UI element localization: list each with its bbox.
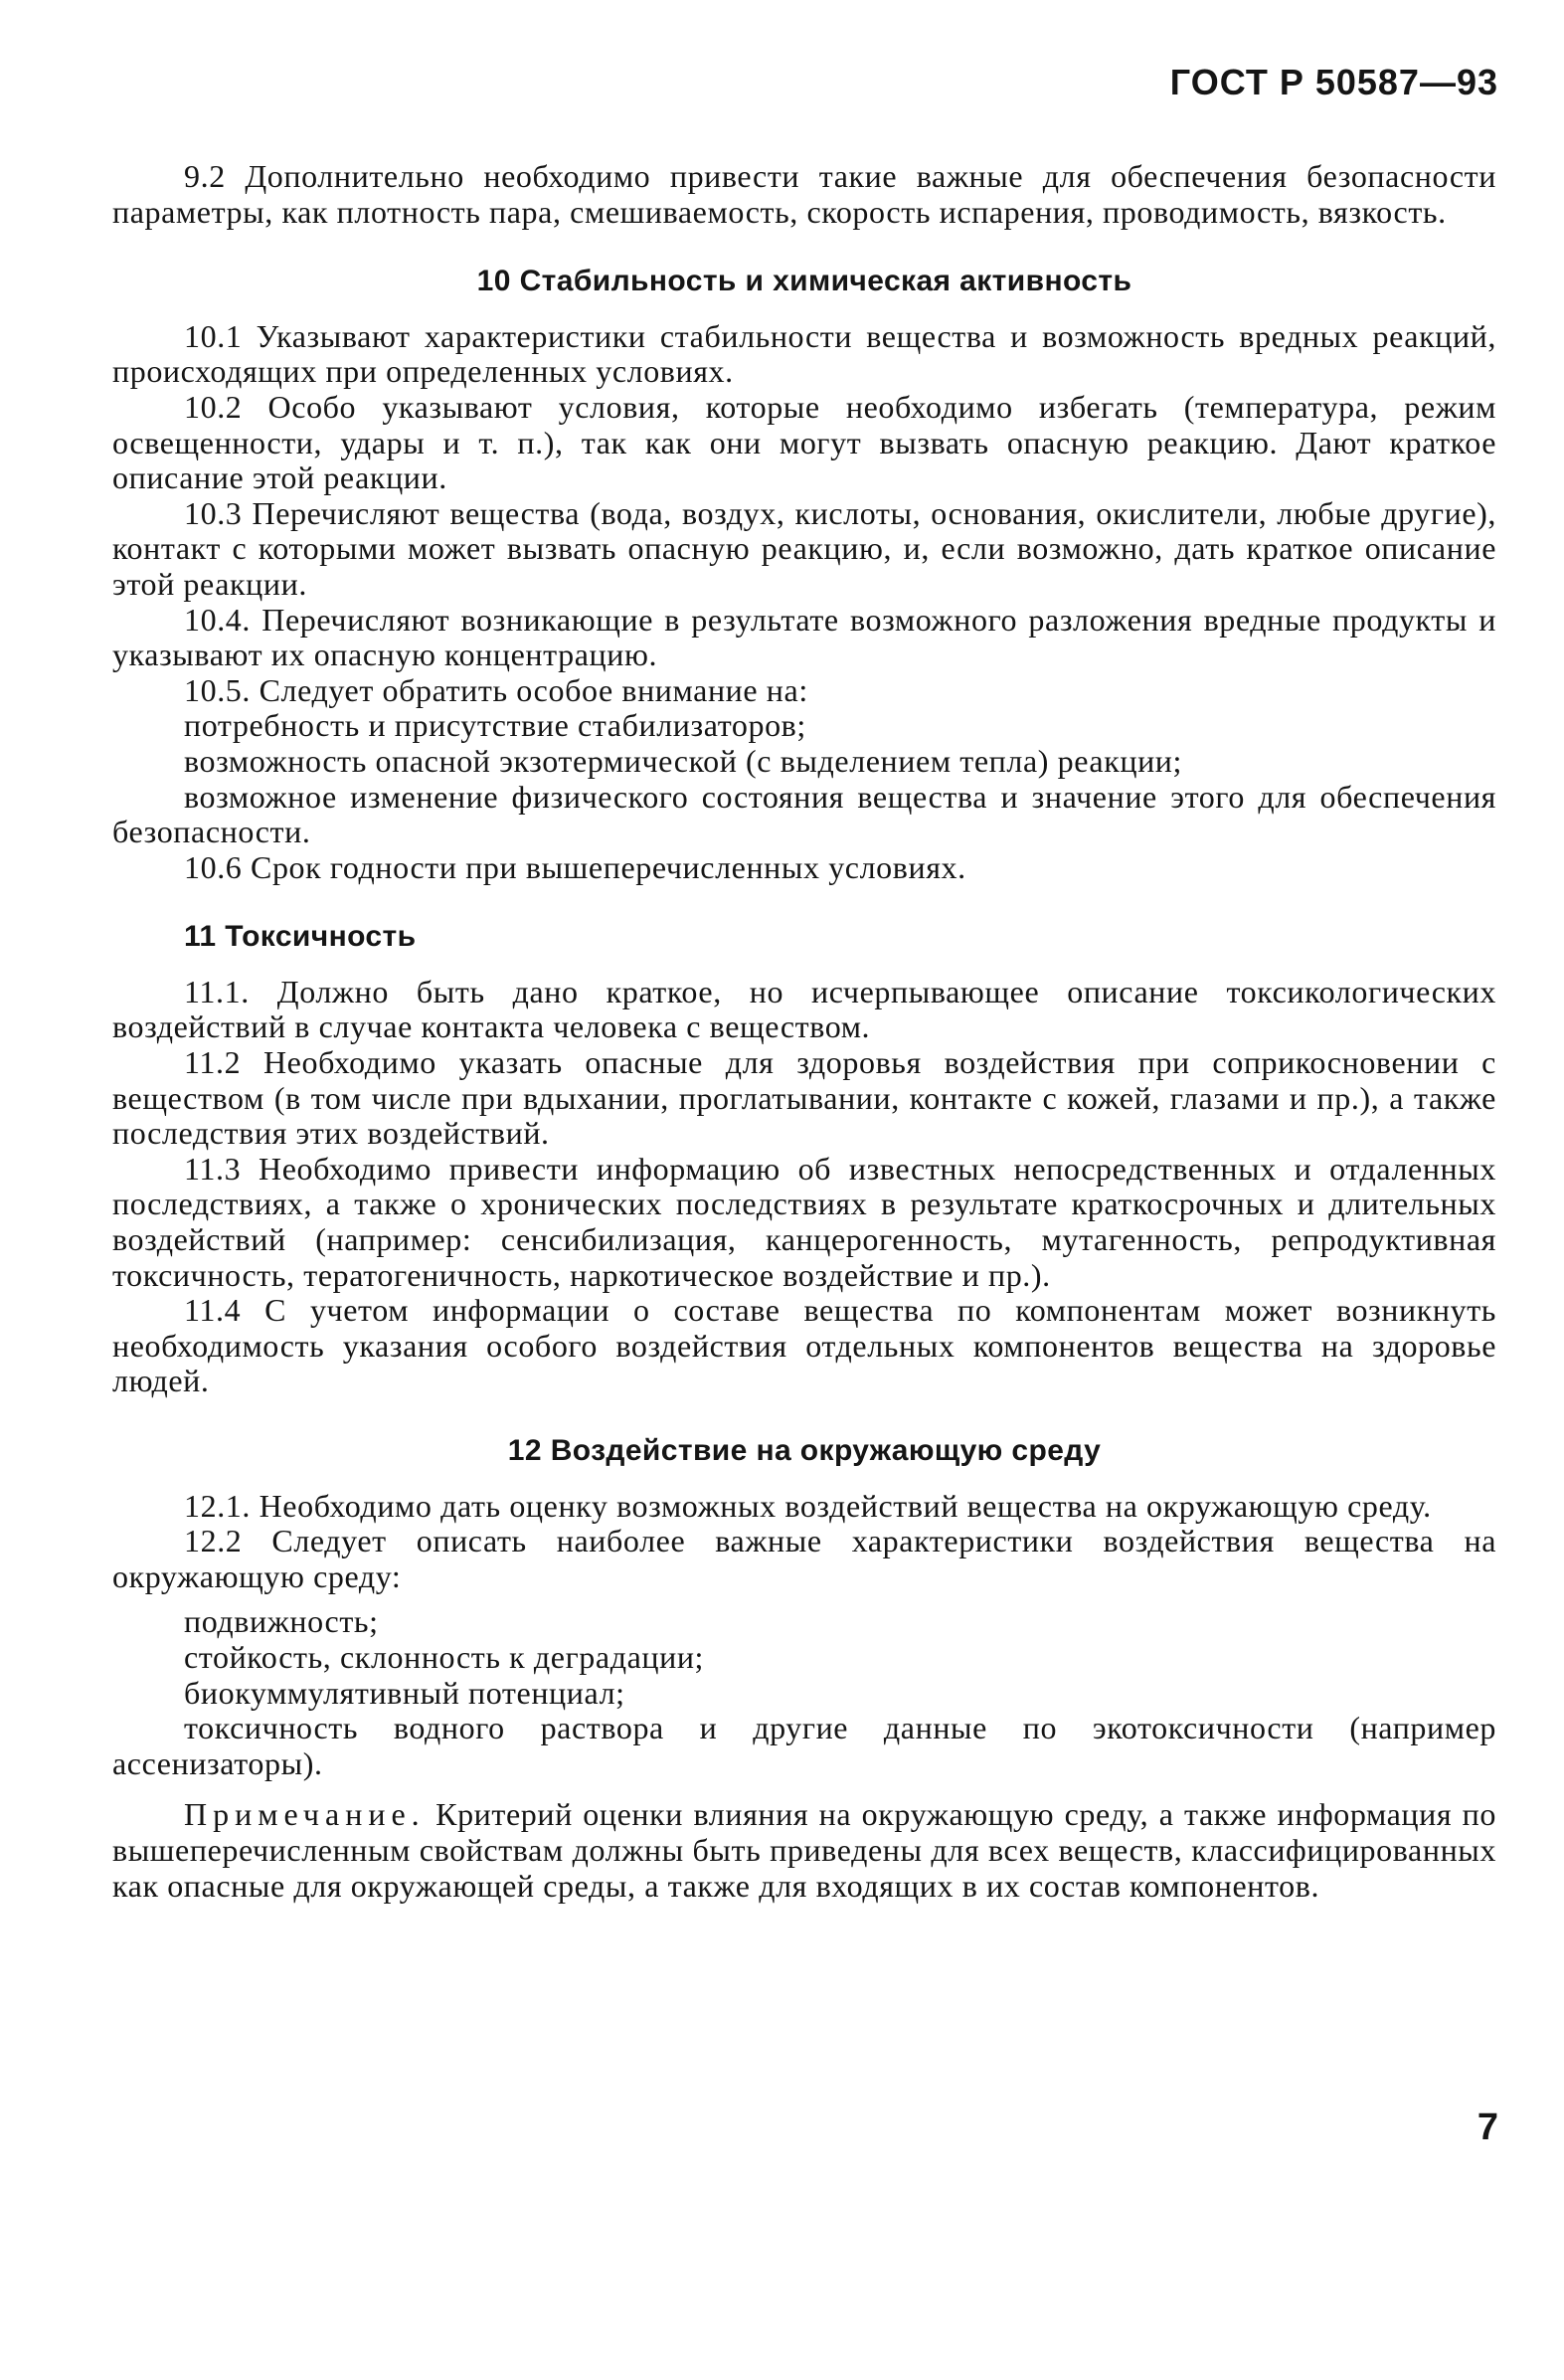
paragraph-11-4: 11.4 С учетом информации о составе вещества по компонентам может возникнуть необходимость указания особого воздействия отдельных компонентов вещества на здоровье людей. — [112, 1292, 1496, 1399]
note-text: Критерий оценки влияния на окружающую среду, а также информация по вышеперечисленным свойствам должны быть приведены для всех веществ, классифицированных как опасные для окружающей среды, а также для входящих в их состав компонентов. — [112, 1796, 1496, 1904]
list-item: подвижность; — [184, 1603, 379, 1640]
paragraph-10-3: 10.3 Перечисляют вещества (вода, воздух, кислоты, основания, окислители, любые другие), контакт с которыми может вызвать опасную реакцию, и, если возможно, дать краткое описание этой реакции. — [112, 494, 1496, 602]
list-item: возможное изменение физического состояния вещества и значение этого для обеспечения безопасности. — [112, 778, 1496, 850]
document-body — [112, 159, 1496, 1904]
paragraph-11-3: 11.3 Необходимо привести информацию об известных непосредственных и отдаленных последствиях, а также о хронических последствиях в результате краткосрочных и длительных воздействий (например: сенсибилизация, канцерогенность, мутагенность, репродуктивная токсичность, тератогеничность, наркотическое воздействие и пр.). — [112, 1150, 1496, 1293]
paragraph-11-1: 11.1. Должно быть дано краткое, но исчерпывающее описание токсикологических воздействий в случае контакта человека с веществом. — [112, 973, 1496, 1045]
section-12-heading: 12 Воздействие на окружающую среду — [507, 1434, 1102, 1467]
list-item: потребность и присутствие стабилизаторов; — [184, 707, 806, 744]
list-item: возможность опасной экзотермической (с выделением тепла) реакции; — [184, 742, 1183, 779]
paragraph-10-5: 10.5. Следует обратить особое внимание на: — [184, 671, 808, 708]
list-item: биокуммулятивный потенциал; — [184, 1674, 625, 1711]
note-paragraph — [112, 1797, 1496, 1904]
paragraph-9-2: 9.2 Дополнительно необходимо привести такие важные для обеспечения безопасности параметры, как плотность пара, смешиваемость, скорость испарения, проводимость, вязкость. — [112, 158, 1496, 230]
paragraph-10-6: 10.6 Срок годности при вышеперечисленных условиях. — [184, 848, 966, 885]
paragraph-11-2: 11.2 Необходимо указать опасные для здоровья воздействия при соприкосновении с веществом (в том числе при вдыхании, проглатывании, контакте с кожей, глазами и пр.), а также последствия этих воздействий. — [112, 1044, 1496, 1152]
note-label: Примечание. — [184, 1796, 426, 1833]
document-header: ГОСТ Р 50587—93 — [1169, 62, 1498, 102]
list-item: стойкость, склонность к деградации; — [184, 1638, 705, 1675]
section-10-heading: 10 Стабильность и химическая активность — [476, 265, 1132, 298]
section-11-heading: 11 Токсичность — [184, 920, 417, 954]
paragraph-12-2: 12.2 Следует описать наиболее важные характеристики воздействия вещества на окружающую среду: — [112, 1523, 1496, 1594]
paragraph-12-1: 12.1. Необходимо дать оценку возможных воздействий вещества на окружающую среду. — [184, 1487, 1432, 1524]
paragraph-10-1: 10.1 Указывают характеристики стабильности вещества и возможность вредных реакций, происходящих при определенных условиях. — [112, 317, 1496, 390]
page-number: 7 — [1477, 2106, 1498, 2148]
paragraph-10-2: 10.2 Особо указывают условия, которые необходимо избегать (температура, режим освещенности, удары и т. п.), так как они могут вызвать опасную реакцию. Дают краткое описание этой реакции. — [112, 388, 1496, 496]
paragraph-10-4: 10.4. Перечисляют возникающие в результате возможного разложения вредные продукты и указывают их опасную концентрацию. — [112, 601, 1496, 673]
list-item: токсичность водного раствора и другие данные по экотоксичности (например ассенизаторы). — [112, 1710, 1496, 1781]
